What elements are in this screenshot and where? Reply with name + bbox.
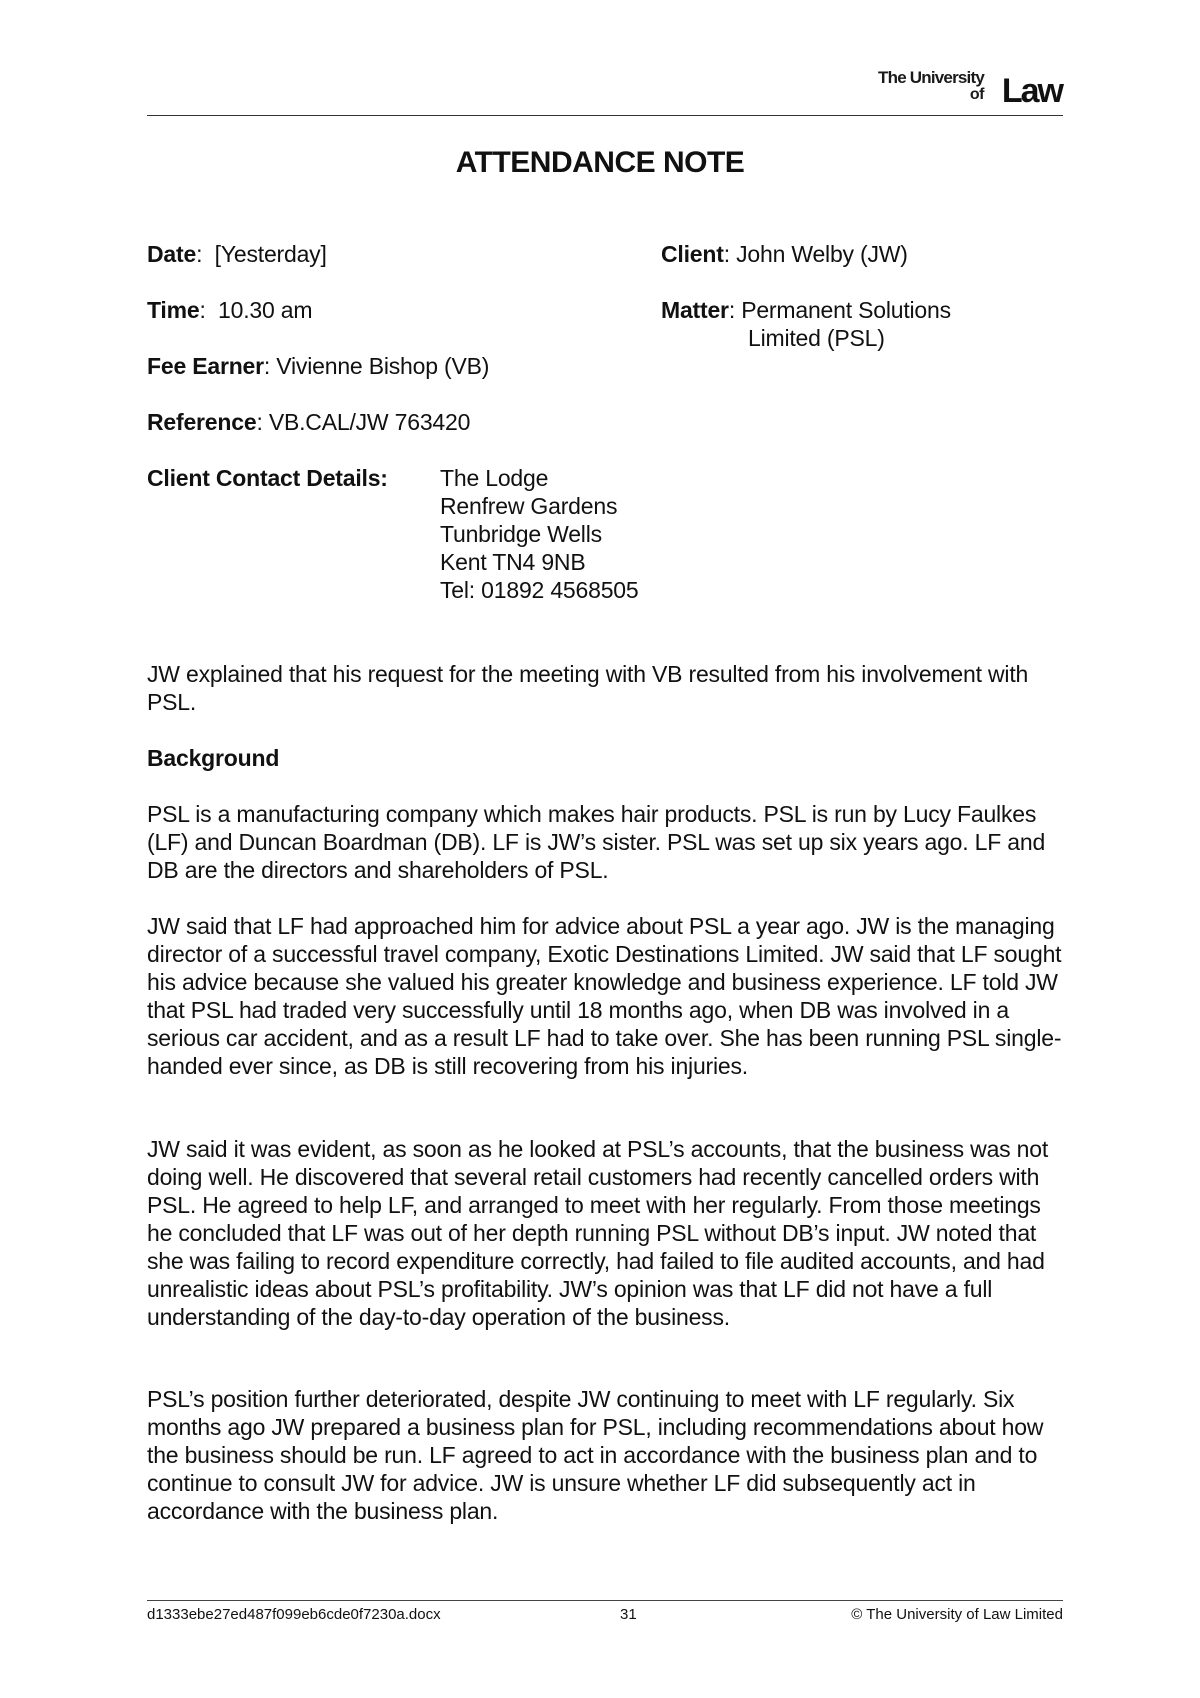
contact-label: Client Contact Details: xyxy=(147,465,388,491)
logo-law-text: Law xyxy=(1001,72,1062,110)
time-field: Time: 10.30 am xyxy=(147,297,313,323)
time-value: 10.30 am xyxy=(218,297,313,323)
background-heading: Background xyxy=(147,745,280,771)
footer-filename: d1333ebe27ed487f099eb6cde0f7230a.docx xyxy=(147,1606,441,1623)
university-of-law-logo xyxy=(862,68,1062,110)
intro-paragraph: JW explained that his request for the meeting with VB resulted from his involvement with PSL. xyxy=(147,661,1029,715)
header-divider xyxy=(147,115,1063,116)
matter-value-line2: Limited (PSL) xyxy=(748,325,885,351)
telephone-line: Tel: 01892 4568505 xyxy=(440,577,639,603)
body-paragraph: PSL’s position further deteriorated, despite JW continuing to meet with LF regularly. Six months ago JW prepared a business plan for PSL, including recommendations about how the business should be run. LF agreed to act in accordance with the business plan and to continue to consult JW for advice. JW is unsure whether LF did subsequently act in accordance with the business plan. xyxy=(147,1386,1044,1524)
client-label: Client xyxy=(661,241,724,267)
matter-field: Matter: Permanent Solutions xyxy=(661,297,951,323)
date-label: Date xyxy=(147,241,197,267)
matter-value-line1: Permanent Solutions xyxy=(741,297,951,323)
client-value: John Welby (JW) xyxy=(736,241,908,267)
body-paragraph: PSL is a manufacturing company which makes hair products. PSL is run by Lucy Faulkes (LF) and Duncan Boardman (DB). LF is JW’s sister. PSL was set up six years ago. LF and DB are the directors and shareholders of PSL. xyxy=(147,801,1046,883)
matter-value-continued xyxy=(748,324,885,352)
time-label: Time xyxy=(147,297,200,323)
address-line: Renfrew Gardens xyxy=(440,493,618,519)
body-paragraph: JW said it was evident, as soon as he looked at PSL’s accounts, that the business was not doing well. He discovered that several retail customers had recently cancelled orders with PSL. He agreed to help LF, and arranged to meet with her regularly. From those meetings he concluded that LF was out of her depth running PSL without DB’s input. JW noted that she was failing to record expenditure correctly, had failed to file audited accounts, and had unrealistic ideas about PSL’s profitability. JW’s opinion was that LF did not have a full understanding of the day-to-day operation of the business. xyxy=(147,1136,1049,1330)
address-line: The Lodge xyxy=(440,465,549,491)
client-field: Client: John Welby (JW) xyxy=(661,241,908,267)
body-paragraph: JW said that LF had approached him for advice about PSL a year ago. JW is the managing director of a successful travel company, Exotic Destinations Limited. JW said that LF sought his advice because she valued his greater knowledge and business experience. LF told JW that PSL had traded very successfully until 18 months ago, when DB was involved in a serious car accident, and as a result LF had to take over. She has been running PSL single-handed ever since, as DB is still recovering from his injuries. xyxy=(147,913,1062,1079)
footer-page-number: 31 xyxy=(620,1606,637,1623)
address-line: Tunbridge Wells xyxy=(440,521,602,547)
logo-the-university-text: The University xyxy=(878,68,984,87)
address-line: Kent TN4 9NB xyxy=(440,549,586,575)
reference-field: Reference: VB.CAL/JW 763420 xyxy=(147,409,471,435)
reference-label: Reference xyxy=(147,409,257,435)
matter-label: Matter xyxy=(661,297,729,323)
logo-of-text: of xyxy=(969,86,984,103)
footer-copyright: © The University of Law Limited xyxy=(851,1606,1063,1623)
reference-value: VB.CAL/JW 763420 xyxy=(268,409,471,435)
fee-earner-field: Fee Earner: Vivienne Bishop (VB) xyxy=(147,353,490,379)
date-value: [Yesterday] xyxy=(214,241,327,267)
page-title: ATTENDANCE NOTE xyxy=(455,146,745,179)
fee-earner-label: Fee Earner xyxy=(147,353,264,379)
date-field: Date: [Yesterday] xyxy=(147,241,327,267)
contact-address xyxy=(440,464,638,604)
contact-field xyxy=(147,464,388,492)
footer-divider xyxy=(147,1600,1063,1601)
fee-earner-value: Vivienne Bishop (VB) xyxy=(276,353,490,379)
